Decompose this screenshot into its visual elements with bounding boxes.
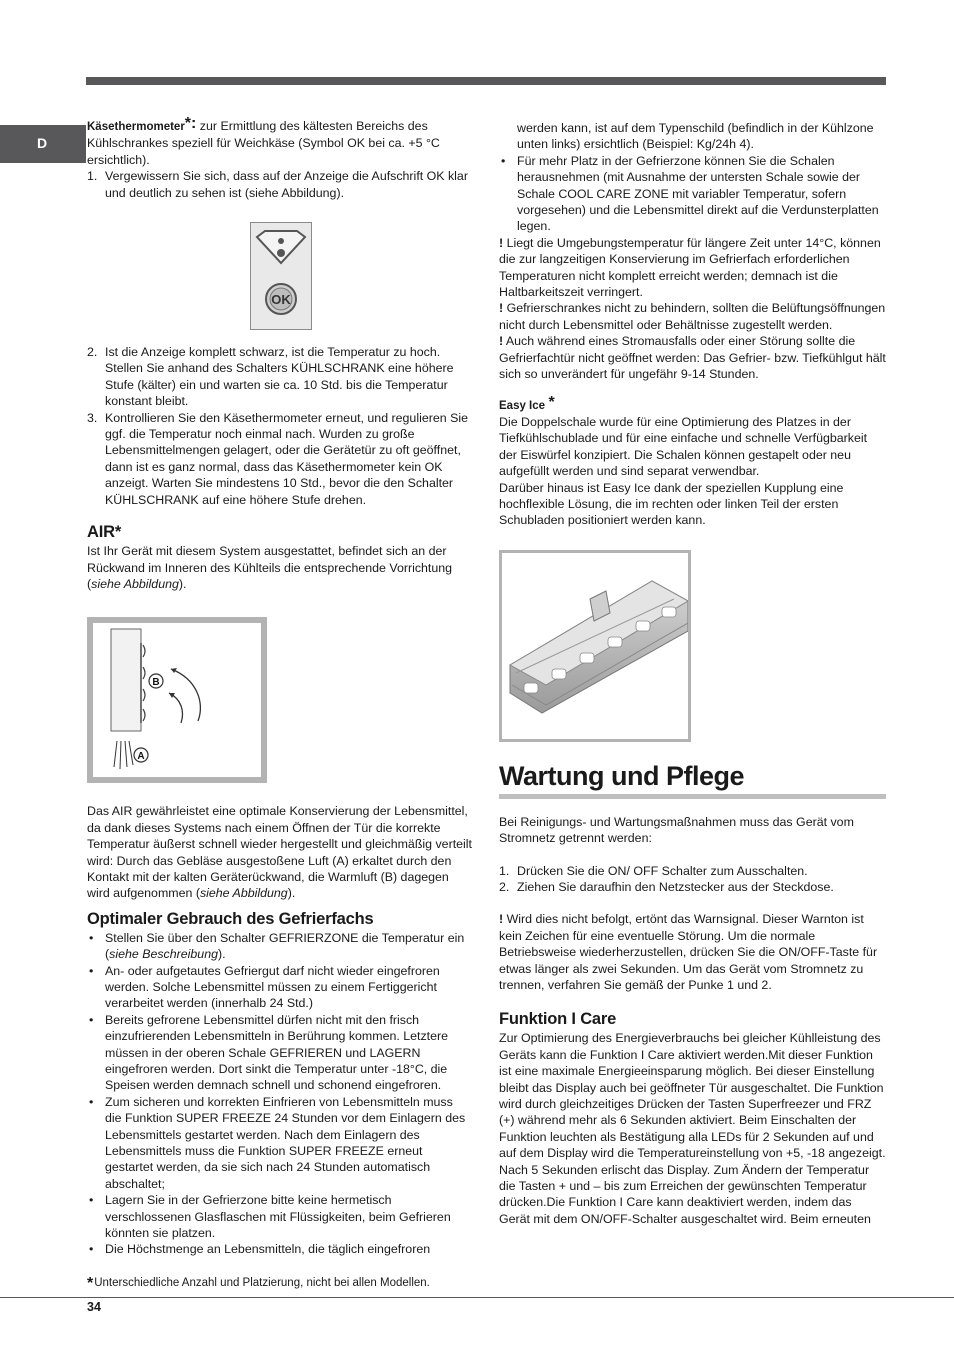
air-paragraph: Ist Ihr Gerät mit diesem System ausgestattet, befindet sich an der Rückwand im Inneren des Kühlteils die entsprechende Vorrichtung (siehe Abbildung). <box>87 544 453 591</box>
care-steps <box>499 863 886 896</box>
left-column <box>87 115 472 1292</box>
continued-text: werden kann, ist auf dem Typenschild (befindlich in der Kühlzone unten links) ersichtlich (Beispiel: Kg/24h 4). <box>517 121 874 152</box>
list-item: 3. Kontrollieren Sie den Käsethermometer erneut, und regulieren Sie ggf. die Temperatur noch einmal nach. Wurden zu große Lebensmittelmengen gelagert, oder die Gerätetür zu oft geöffnet, dann ist es ganz normal, dass das Käsethermometer kein OK anzeigt. Warten Sie mindestens 10 Std., bevor die den Schalter KÜHLSCHRANK auf eine höhere Stufe drehen. <box>87 410 468 507</box>
easy-ice-figure <box>499 550 691 742</box>
icare-heading: Funktion I Care <box>499 1010 617 1029</box>
language-tab <box>0 125 86 163</box>
easy-ice-text-1: Die Doppelschale wurde für eine Optimierung des Platzes in der Tiefkühlschublade und für eine einfache und schnelle Verfügbarkeit der Eiswürfel konzipiert. Die Schalen können gestapelt oder neu aufgefüllt werden und sind separat verwendbar. <box>499 414 868 479</box>
list-item: • Lagern Sie in der Gefrierzone bitte keine hermetisch verschlossenen Glasflaschen mit Flüssigkeiten, beim Gefrieren könnten sie platzen. <box>87 1192 472 1241</box>
list-item: • An- oder aufgetautes Gefriergut darf nicht wieder eingefroren werden. Solche Lebensmittel müssen zu einem Fertiggericht verarbeitet werden (innerhalb 24 Std.) <box>87 963 472 1012</box>
footer-rule <box>0 1297 954 1298</box>
list-item: 2. Ist die Anzeige komplett schwarz, ist die Temperatur zu hoch. Stellen Sie anhand des Schalters KÜHLSCHRANK eine höhere Stufe (kälter) ein und warten sie ca. 10 Std. bis die Temperatur konstant bleibt. <box>87 345 454 409</box>
language-label: D <box>37 135 48 151</box>
icare-text: Zur Optimierung des Energieverbrauchs bei gleicher Kühlleistung des Geräts kann die Funktion I Care aktiviert werden.Mit dieser Funktion ist eine maximale Energieeinsparung möglich. Bei dieser Einstellung bleibt das Display auch bei geöffneter Tür ausgeschaltet. Die Funktion wird durch gleichzeitiges Drücken der Tasten Superfreezer und FRZ (+) während mehr als 6 Sekunden aktiviert. Beim Einschalten der Funktion leuchten als Bestätigung alla LEDs für 2 Sekunden auf und auf dem Display wird die Temperatureinstellung von +5, -18 angezeigt. Nach 5 Sekunden erlischt das Display. Zum Ändern der Temperatur die Tasten + und – bis zum Erreichen der gewünschten Temperatur drücken.Die Funktion I Care kann deaktiviert werden, indem das Gerät mit dem ON/OFF-Schalter ausgeschaltet wird. Beim erneuten <box>499 1031 886 1226</box>
freezer-list <box>87 930 472 1258</box>
air-description: Das AIR gewährleistet eine optimale Konservierung der Lebensmittel, da dank dieses Systems nach einem Öffnen der Tür die korrekte Temperatur äußerst schnell wieder hergestellt und gleichmäßig verteilt wird: Durch das Gebläse ausgestoßene Luft (A) erkaltet durch den Kontakt mit der kalten Geräterückwand, die Warmluft (B) dagegen wird aufgenommen (siehe Abbildung). <box>87 804 472 901</box>
header-rule <box>86 77 886 85</box>
kase-steps-b <box>87 344 472 508</box>
ice-tray-icon <box>502 553 688 739</box>
air-heading: AIR* <box>87 523 122 542</box>
list-item: • Bereits gefrorene Lebensmittel dürfen nicht mit den frisch einzufrierenden Lebensmitteln in Berührung kommen. Letztere müssen in der oberen Schale GEFRIEREN und LAGERN eingefroren werden. Dort sinkt die Temperatur unter -18°C, die Speisen werden demnach schnell und schonend eingefroren. <box>87 1012 472 1094</box>
page-number: 34 <box>87 1300 101 1314</box>
footnote: *Unterschiedliche Anzahl und Platzierung, nicht bei allen Modellen. <box>87 1274 430 1292</box>
kase-text: zur Ermittlung des kältesten Bereichs des Kühlschrankes speziell für Weichkäse (Symbol OK bei ca. +5 °C ersichtlich). <box>87 119 440 167</box>
right-column <box>499 120 886 1227</box>
warning-ventilation: ! Gefrierschrankes nicht zu behindern, sollten die Belüftungsöffnungen nicht durch Lebensmittel oder Behältnisse zugestellt werden. <box>499 301 886 332</box>
cheese-thermometer-figure <box>250 222 312 330</box>
care-warning: ! Wird dies nicht befolgt, ertönt das Warnsignal. Dieser Warnton ist kein Zeichen für eine eventuelle Störung. Um die normale Betriebsweise wiederherzustellen, drücken Sie die ON/OFF-Taste für etwas länger als zwei Sekunden. Um das Gerät vom Stromnetz zu trennen, verfahren Sie gemäß der Punke 1 und 2. <box>499 912 878 992</box>
list-item: 1. Vergewissern Sie sich, dass auf der Anzeige die Aufschrift OK klar und deutlich zu sehen ist (siehe Abbildung). <box>87 169 468 200</box>
kase-title: Käsethermometer <box>87 121 185 133</box>
air-figure <box>87 617 267 783</box>
list-item: 1. Drücken Sie die ON/ OFF Schalter zum Ausschalten. <box>499 863 808 878</box>
air-label-b: B <box>152 677 160 689</box>
kase-star: *: <box>184 115 197 132</box>
warning-temperature: ! Liegt die Umgebungstemperatur für längere Zeit unter 14°C, können die zur langzeitigen Konservierung im Gefrierfach erforderlichen Temperaturen nicht komplett erreicht werden; demnach ist die Haltbarkeitszeit verringert. <box>499 235 881 300</box>
kase-steps-a <box>87 168 472 201</box>
list-item: • Für mehr Platz in der Gefrierzone können Sie die Schalen herausnehmen (mit Ausnahme der untersten Schale sowie der Schale COOL CARE ZONE mit variabler Temperatur, sofern vorgesehen) und die Lebensmittel direkt auf die Verdunsterplatten legen. <box>499 153 886 235</box>
care-intro: Bei Reinigungs- und Wartungsmaßnahmen muss das Gerät vom Stromnetz getrennt werden: <box>499 814 854 846</box>
warning-power-failure: ! Auch während eines Stromausfalls oder einer Störung sollte die Gefrierfachtür nicht geöffnet werden: Das Gefrier- bzw. Tiefkühlgut hält sich so unverändert für ungefähr 9-14 Stunden. <box>499 334 886 382</box>
list-item: • Stellen Sie über den Schalter GEFRIERZONE die Temperatur ein (siehe Beschreibung). <box>87 930 472 963</box>
list-item: 2. Ziehen Sie daraufhin den Netzstecker aus der Steckdose. <box>499 879 834 894</box>
air-label-a: A <box>137 751 145 763</box>
thermometer-icon <box>251 223 311 329</box>
kase-paragraph <box>87 115 472 168</box>
list-item: • Die Höchstmenge an Lebensmitteln, die täglich eingefroren <box>87 1241 472 1257</box>
list-item: • Zum sicheren und korrekten Einfrieren von Lebensmitteln muss die Funktion SUPER FREEZE 24 Stunden vor dem Einlagern des Lebensmittels gestartet werden. Nach dem Einlagern des Lebensmittels muss die Funktion SUPER FREEZE erneut gestartet werden, da sie sich nach 24 Stunden automatisch abschaltet; <box>87 1094 472 1192</box>
easy-ice-text-2: Darüber hinaus ist Easy Ice dank der speziellen Kupplung eine hochflexible Lösung, die im rechten oder linken Teil der ersten Schubladen positioniert werden kann. <box>499 480 844 528</box>
ok-symbol: OK <box>271 292 291 308</box>
page-title: Wartung und Pflege <box>499 760 886 799</box>
space-list <box>499 153 886 235</box>
air-diagram-icon <box>93 623 261 777</box>
freezer-heading: Optimaler Gebrauch des Gefrierfachs <box>87 909 374 928</box>
easy-ice-title: Easy Ice * <box>499 393 555 412</box>
